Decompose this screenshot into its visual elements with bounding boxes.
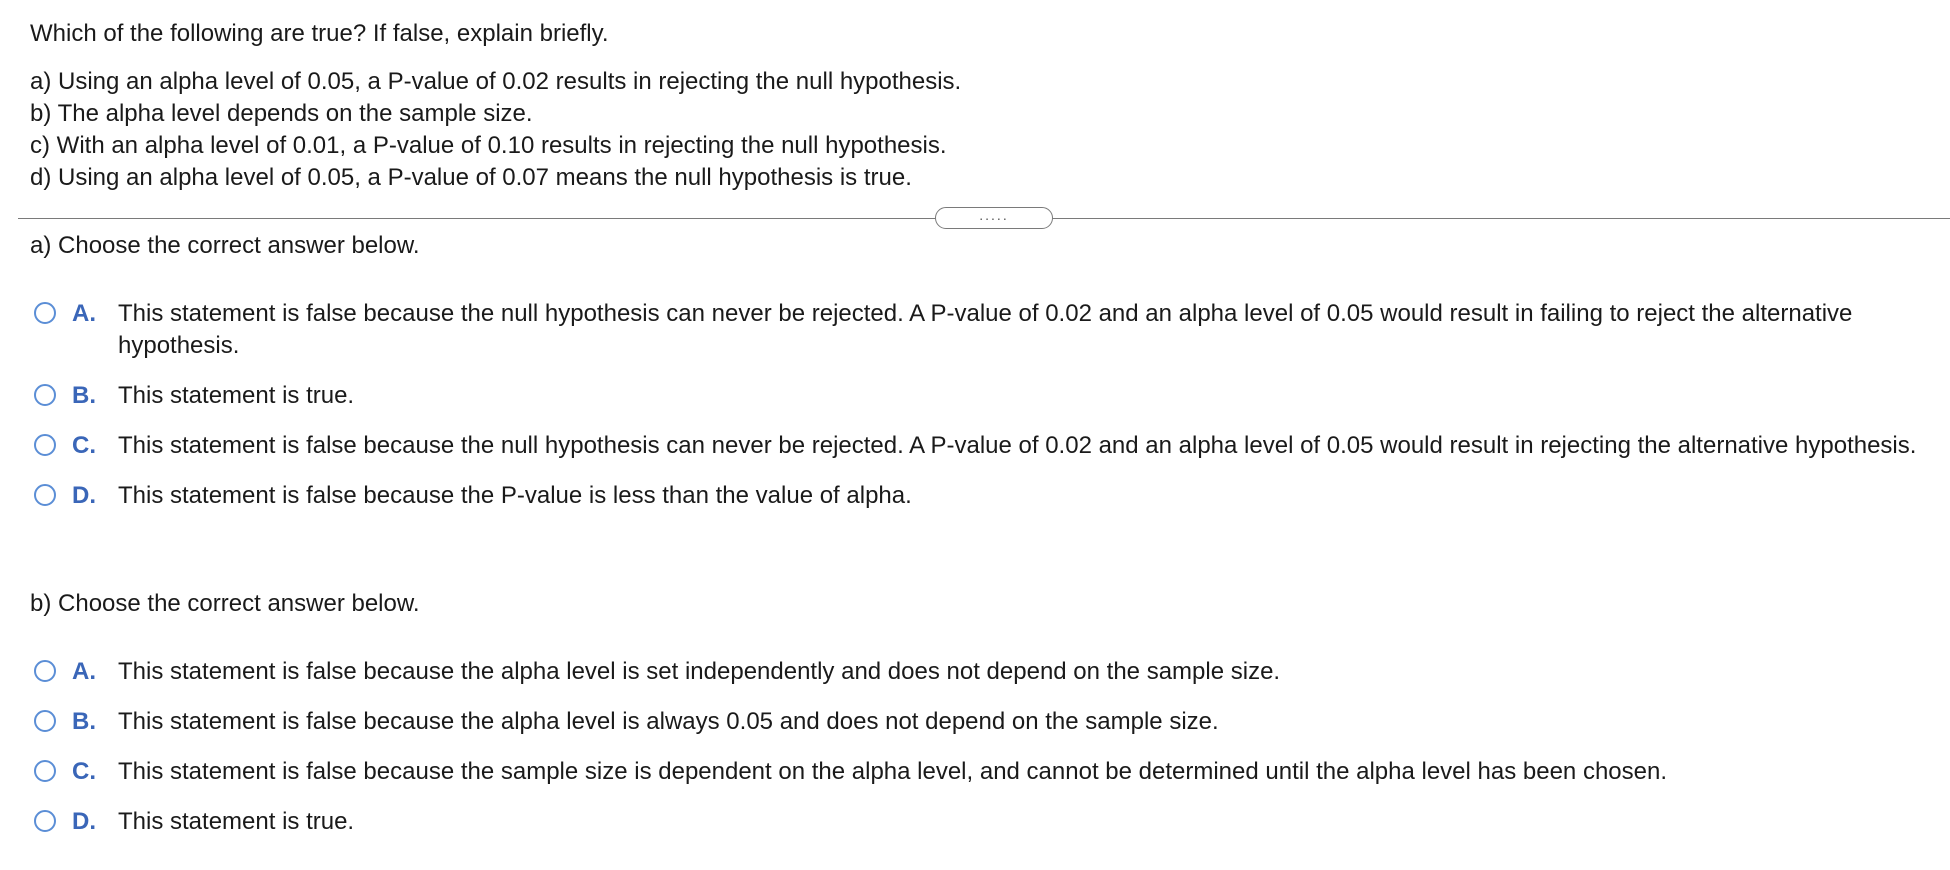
statement-c: c) With an alpha level of 0.01, a P-value of 0.10 results in rejecting the null hypothesis. xyxy=(30,132,947,159)
choice-letter: D. xyxy=(72,808,96,835)
part-b-choice-b[interactable] xyxy=(30,706,1930,738)
radio-button-icon[interactable] xyxy=(34,810,56,832)
question-block xyxy=(30,18,1910,194)
part-a-choice-d[interactable] xyxy=(30,480,1930,512)
choice-letter: D. xyxy=(72,482,96,509)
part-a-choices xyxy=(30,298,1930,512)
choice-letter: A. xyxy=(72,300,96,327)
choice-text: This statement is true. xyxy=(118,808,355,835)
choice-text: This statement is false because the null hypothesis can never be rejected. A P-value of 0.02 and an alpha level of 0.05 would result in failing to reject the alternative hypothesis. xyxy=(118,300,1853,359)
part-a-choice-b[interactable] xyxy=(30,380,1930,412)
choice-text: This statement is false because the alpha level is always 0.05 and does not depend on the sample size. xyxy=(118,708,1219,735)
part-a-title: a) Choose the correct answer below. xyxy=(30,232,420,259)
choice-text: This statement is false because the P-value is less than the value of alpha. xyxy=(118,482,912,509)
choice-text: This statement is false because the null hypothesis can never be rejected. A P-value of 0.02 and an alpha level of 0.05 would result in rejecting the alternative hypothesis. xyxy=(118,432,1917,459)
radio-button-icon[interactable] xyxy=(34,660,56,682)
part-b-choice-a[interactable] xyxy=(30,656,1930,688)
radio-button-icon[interactable] xyxy=(34,302,56,324)
part-b-choices xyxy=(30,656,1930,838)
part-b-choice-c[interactable] xyxy=(30,756,1930,788)
choice-text: This statement is false because the alpha level is set independently and does not depend on the sample size. xyxy=(118,658,1281,685)
part-b-section xyxy=(30,588,1930,856)
part-a-choice-a[interactable] xyxy=(30,298,1930,362)
choice-letter: C. xyxy=(72,432,96,459)
part-a-choice-c[interactable] xyxy=(30,430,1930,462)
statement-d: d) Using an alpha level of 0.05, a P-value of 0.07 means the null hypothesis is true. xyxy=(30,164,912,191)
radio-button-icon[interactable] xyxy=(34,710,56,732)
choice-letter: B. xyxy=(72,382,96,409)
choice-text: This statement is false because the sample size is dependent on the alpha level, and cannot be determined until the alpha level has been chosen. xyxy=(118,758,1668,785)
radio-button-icon[interactable] xyxy=(34,760,56,782)
choice-letter: B. xyxy=(72,708,96,735)
radio-button-icon[interactable] xyxy=(34,384,56,406)
part-a-section xyxy=(30,230,1930,530)
collapse-handle-button[interactable]: ..... xyxy=(935,207,1053,229)
radio-button-icon[interactable] xyxy=(34,484,56,506)
statement-b: b) The alpha level depends on the sample size. xyxy=(30,100,533,127)
choice-text: This statement is true. xyxy=(118,382,355,409)
part-b-choice-d[interactable] xyxy=(30,806,1930,838)
part-b-title: b) Choose the correct answer below. xyxy=(30,590,420,617)
radio-button-icon[interactable] xyxy=(34,434,56,456)
statement-a: a) Using an alpha level of 0.05, a P-value of 0.02 results in rejecting the null hypothesis. xyxy=(30,68,962,95)
choice-letter: A. xyxy=(72,658,96,685)
choice-letter: C. xyxy=(72,758,96,785)
question-prompt: Which of the following are true? If false, explain briefly. xyxy=(30,20,609,47)
statement-list xyxy=(30,66,1910,194)
